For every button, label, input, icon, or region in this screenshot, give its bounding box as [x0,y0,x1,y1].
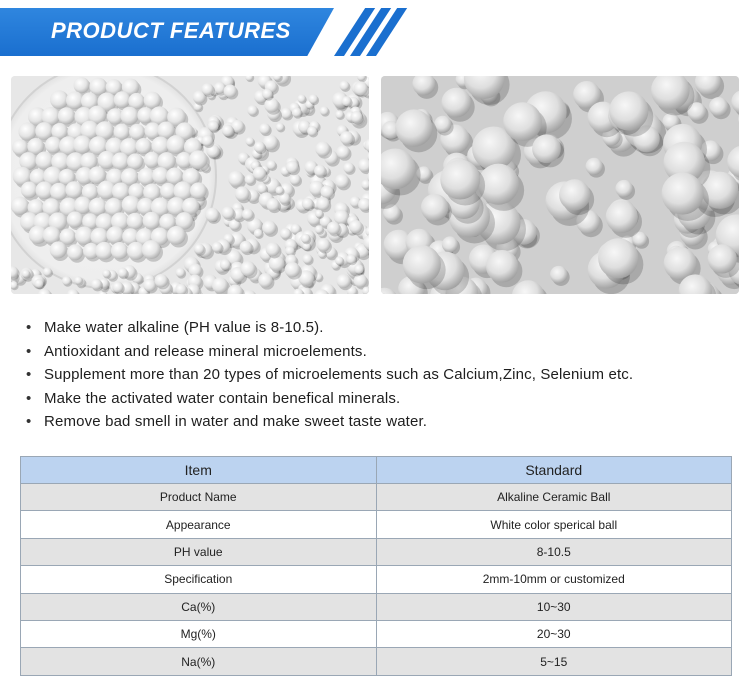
bullet-icon: • [26,413,32,430]
cell-standard: 20~30 [376,620,732,647]
feature-text: Make the activated water contain benefical minerals. [44,389,401,407]
table-row [21,484,732,511]
banner-title: PRODUCT FEATURES [51,18,291,43]
table-header-row [21,457,732,484]
column-header-item: Item [21,457,377,484]
cell-standard: 5~15 [376,648,732,675]
cell-item: Appearance [21,511,377,538]
feature-item [26,363,633,387]
cell-standard: 10~30 [376,593,732,620]
cell-item: Ca(%) [21,593,377,620]
cell-item: Na(%) [21,648,377,675]
table-row [21,566,732,593]
feature-item [26,340,633,364]
ceramic-balls-bowl-photo [11,76,369,294]
cell-standard: 2mm-10mm or customized [376,566,732,593]
cell-standard: Alkaline Ceramic Ball [376,484,732,511]
feature-text: Make water alkaline (PH value is 8-10.5). [44,319,324,336]
feature-item [26,316,633,340]
bullet-icon: • [26,319,32,336]
cell-standard: White color sperical ball [376,511,732,538]
cell-item: Specification [21,566,377,593]
table-row [21,593,732,620]
specification-table [20,456,732,676]
feature-text: Antioxidant and release mineral microelements. [44,342,367,360]
feature-text: Supplement more than 20 types of microelements such as Calcium,Zinc, Selenium etc. [44,366,634,383]
table-row [21,538,732,565]
cell-standard: 8-10.5 [376,538,732,565]
feature-item [26,410,633,434]
table-row [21,620,732,647]
bullet-icon: • [26,342,32,360]
table-row [21,511,732,538]
bullet-icon: • [26,389,32,407]
feature-text: Remove bad smell in water and make sweet taste water. [44,413,428,430]
cell-item: PH value [21,538,377,565]
column-header-standard: Standard [376,457,732,484]
table-row [21,648,732,675]
feature-list [26,316,633,434]
feature-item [26,387,633,411]
header-banner [0,8,388,56]
cell-item: Product Name [21,484,377,511]
cell-item: Mg(%) [21,620,377,647]
ceramic-balls-closeup-photo [381,76,739,294]
bullet-icon: • [26,366,32,383]
